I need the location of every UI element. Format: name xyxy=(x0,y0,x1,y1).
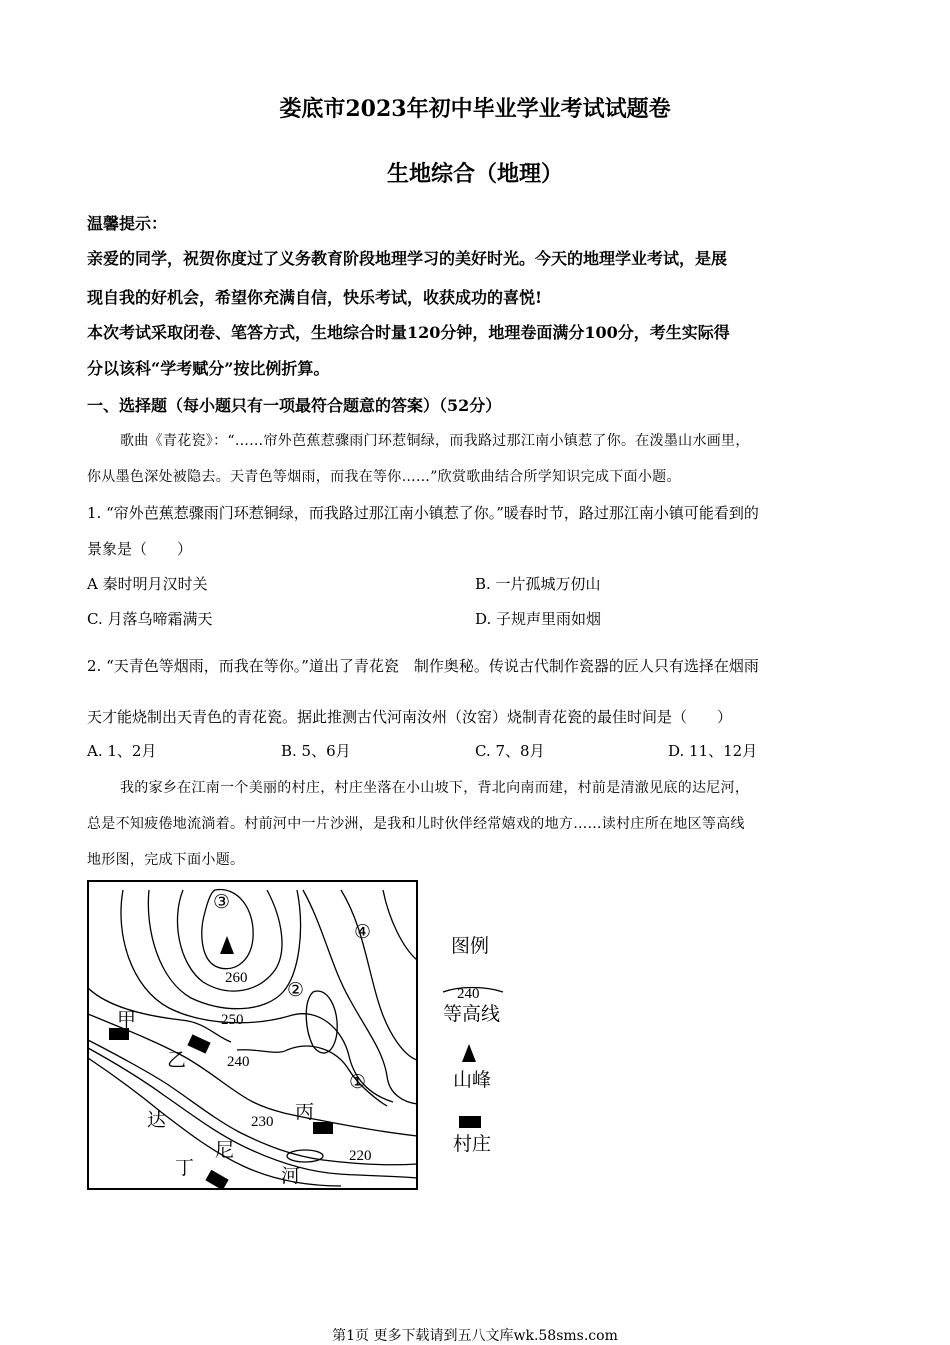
passage-line: 你从墨色深处被隐去。天青色等烟雨，而我在等你……”欣赏歌曲结合所学知识完成下面小题。 xyxy=(87,469,681,485)
point-label: ① xyxy=(349,1072,367,1093)
river-name-char: 河 xyxy=(281,1166,301,1187)
page-footer: 第1页 更多下载请到五八文库wk.58sms.com xyxy=(332,1328,618,1344)
point-label: ④ xyxy=(354,922,372,943)
contour-value: 260 xyxy=(225,970,248,986)
legend-village-label: 村庄 xyxy=(453,1134,492,1155)
contour-value: 250 xyxy=(221,1012,244,1028)
tips-line: 本次考试采取闭卷、笔答方式，生地综合时量120分钟，地理卷面满分100分，考生实际得 xyxy=(87,323,730,342)
option-a: A. 1、2月 xyxy=(87,742,157,760)
village-icon xyxy=(313,1122,333,1134)
question-stem: 天才能烧制出天青色的青花瓷。据此推测古代河南汝州（汝窑）烧制青花瓷的最佳时间是（ ） xyxy=(87,708,733,726)
contour-value: 230 xyxy=(251,1114,274,1130)
point-label: ③ xyxy=(213,892,231,913)
river-name-char: 达 xyxy=(147,1110,167,1131)
legend-peak-label: 山峰 xyxy=(453,1070,492,1091)
peak-icon xyxy=(220,936,234,954)
tips-line: 现自我的好机会，希望你充满自信，快乐考试，收获成功的喜悦! xyxy=(87,288,543,307)
tips-heading: 温馨提示： xyxy=(87,214,168,233)
legend-village-icon xyxy=(459,1116,481,1128)
contour-value: 220 xyxy=(349,1148,372,1164)
option-b: B. 一片孤城万仞山 xyxy=(475,575,601,593)
contour-line xyxy=(341,890,417,1060)
legend-peak-icon xyxy=(462,1044,476,1062)
village-icon xyxy=(187,1034,210,1053)
question-stem: 1. “帘外芭蕉惹骤雨门环惹铜绿，而我路过那江南小镇惹了你。”暖春时节，路过那江南小镇可能看到的 xyxy=(87,504,759,522)
village-icon xyxy=(205,1170,228,1190)
village-label: 丙 xyxy=(295,1102,315,1123)
option-c: C. 月落乌啼霜满天 xyxy=(87,610,213,628)
page-subtitle: 生地综合（地理） xyxy=(386,161,563,187)
legend-title: 图例 xyxy=(451,936,490,957)
river-name-char: 尼 xyxy=(215,1140,235,1161)
section-heading: 一、选择题（每小题只有一项最符合题意的答案）（52分） xyxy=(87,396,502,415)
tips-line: 亲爱的同学，祝贺你度过了义务教育阶段地理学习的美好时光。今天的地理学业考试，是展 xyxy=(87,249,728,268)
passage-line: 歌曲《青花瓷》：“……帘外芭蕉惹骤雨门环惹铜绿，而我路过那江南小镇惹了你。在泼墨山水画里， xyxy=(120,433,750,449)
point-label: ② xyxy=(287,980,305,1001)
tips-line: 分以该科“学考赋分”按比例折算。 xyxy=(87,359,330,378)
contour-line xyxy=(306,991,337,1053)
option-b: B. 5、6月 xyxy=(281,742,351,760)
sandbar xyxy=(287,1150,323,1162)
question-stem: 2. “天青色等烟雨，而我在等你。”道出了青花瓷 制作奥秘。传说古代制作瓷器的匠人只有选择在烟雨 xyxy=(87,657,759,675)
village-label: 丁 xyxy=(175,1158,195,1179)
page-title: 娄底市2023年初中毕业学业考试试题卷 xyxy=(279,96,671,122)
option-a: A 秦时明月汉时关 xyxy=(87,575,208,593)
contour-map xyxy=(87,880,532,1192)
contour-value: 240 xyxy=(227,1054,250,1070)
option-c: C. 7、8月 xyxy=(475,742,545,760)
option-d: D. 11、12月 xyxy=(668,742,758,760)
legend-contour-value: 240 xyxy=(457,986,480,1002)
contour-line xyxy=(383,890,417,960)
legend-contour-label: 等高线 xyxy=(443,1004,501,1025)
village-label: 甲 xyxy=(117,1010,137,1031)
option-d: D. 子规声里雨如烟 xyxy=(475,610,602,628)
passage-line: 总是不知疲倦地流淌着。村前河中一片沙洲，是我和儿时伙伴经常嬉戏的地方……读村庄所在地区等高线 xyxy=(87,816,745,832)
passage-line: 我的家乡在江南一个美丽的村庄，村庄坐落在小山坡下，背北向南而建，村前是清澈见底的达尼河， xyxy=(120,780,750,796)
contour-line xyxy=(121,890,393,1102)
village-label: 乙 xyxy=(167,1050,187,1071)
question-stem: 景象是（ ） xyxy=(87,540,193,558)
passage-line: 地形图，完成下面小题。 xyxy=(87,852,245,868)
